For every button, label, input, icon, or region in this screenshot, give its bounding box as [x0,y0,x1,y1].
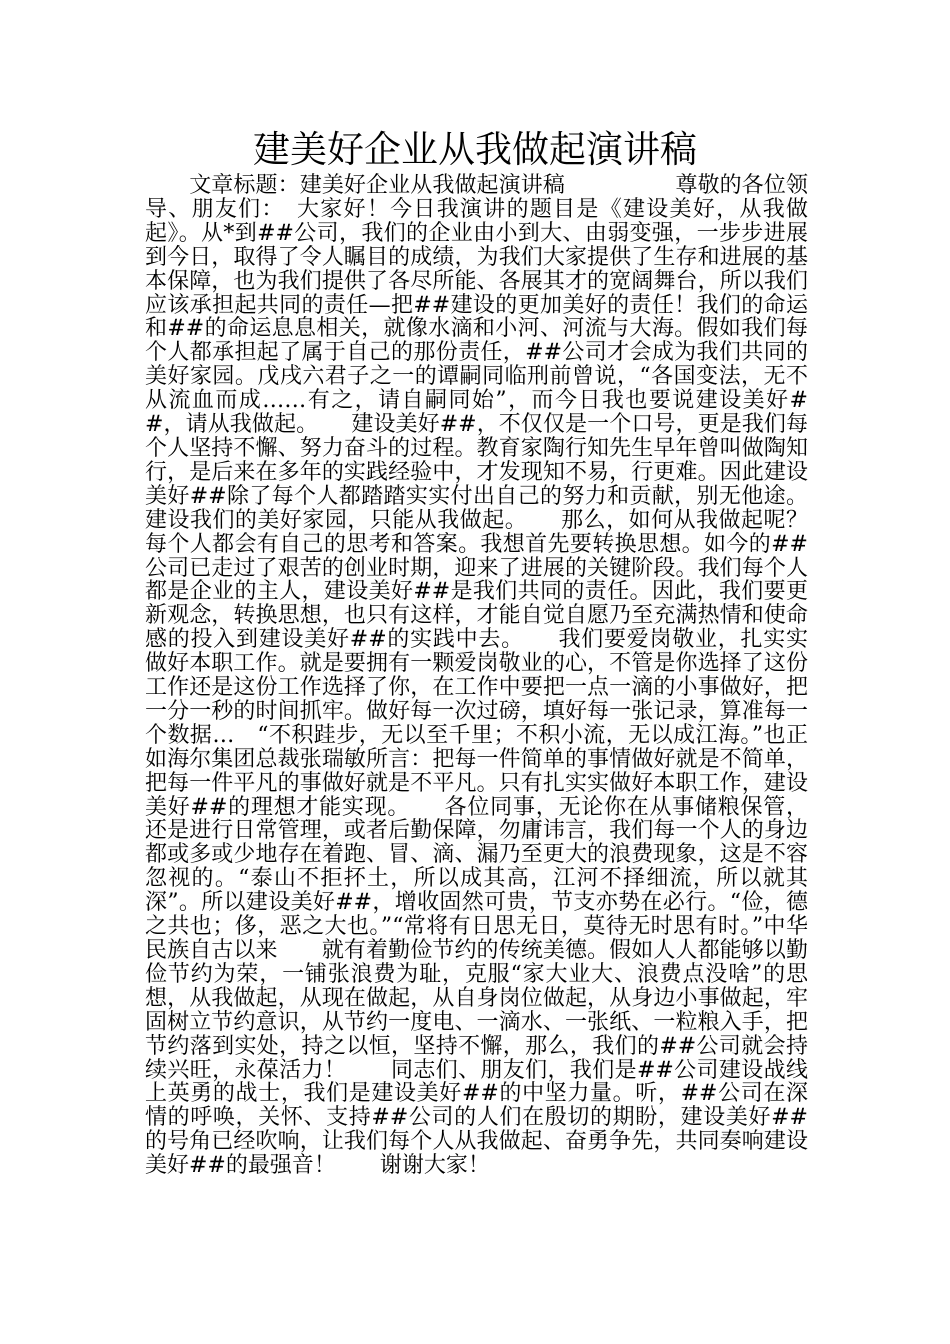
document-title: 建美好企业从我做起演讲稿 [253,128,697,171]
document-body: 文章标题：建美好企业从我做起演讲稿 尊敬的各位领导、朋友们： 大家好！今日我演讲的题目是《建设美好，从我做起》。从*到##公司，我们的企业由小到大、由弱变强，一步步进展到今日，取得了令人瞩目的成绩，为我们大家提供了生存和进展的基本保障，也为我们提供了各尽所能、各展其才的宽阔舞台，所以我们应该承担起共同的责任—把##建设的更加美好的责任！我们的命运和##的命运息息相关，就像水滴和小河、河流与大海。假如我们每个人都承担起了属于自己的那份责任，##公司才会成为我们共同的美好家园。戊戌六君子之一的谭嗣同临刑前曾说，“各国变法，无不从流血而成……有之，请自嗣同始”，而今日我也要说建设美好##，请从我做起。 建设美好##，不仅仅是一个口号，更是我们每个人坚持不懈、努力奋斗的过程。教育家陶行知先生早年曾叫做陶知行，是后来在多年的实践经验中，才发现知不易，行更难。因此建设美好##除了每个人都踏踏实实付出自己的努力和贡献，别无他途。建设我们的美好家园，只能从我做起。 那么，如何从我做起呢？每个人都会有自己的思考和答案。我想首先要转换思想。如今的##公司已走过了艰苦的创业时期，迎来了进展的关键阶段。我们每个人都是企业的主人，建设美好##是我们共同的责任。因此，我们要更新观念，转换思想，也只有这样，才能自觉自愿乃至充满热情和使命感的投入到建设美好##的实践中去。 我们要爱岗敬业，扎实实做好本职工作。就是要拥有一颗爱岗敬业的心，不管是你选择了这份工作还是这份工作选择了你，在工作中要把一点一滴的小事做好，把一分一秒的时间抓牢。做好每一次过磅，填好每一张记录，算准每一个数据… “不积跬步，无以至千里；不积小流，无以成江海。”也正如海尔集团总裁张瑞敏所言：把每一件简单的事情做好就是不简单，把每一件平凡的事做好就是不平凡。只有扎实实做好本职工作，建设美好##的理想才能实现。 各位同事，无论你在从事储粮保管，还是进行日常管理，或者后勤保障，勿庸讳言，我们每一个人的身边都或多或少地存在着跑、冒、滴、漏乃至更大的浪费现象，这是不容忽视的。“泰山不拒抔土，所以成其高，江河不择细流，所以就其深”。所以建设美好##，增收固然可贵，节支亦势在必行。“俭，德之共也；侈，恶之大也。”“常将有日思无日，莫待无时思有时。”中华民族自古以来 就有着勤俭节约的传统美德。假如人人都能够以勤俭节约为荣，一铺张浪费为耻，克服“家大业大、浪费点没啥”的思想，从我做起，从现在做起，从自身岗位做起，从身边小事做起，牢固树立节约意识，从节约一度电、一滴水、一张纸、一粒粮入手，把节约落到实处，持之以恒，坚持不懈，那么，我们的##公司就会持续兴旺，永葆活力！ 同志们、朋友们，我们是##公司建设战线上英勇的战士，我们是建设美好##的中坚力量。听，##公司在深情的呼唤，关怀、支持##公司的人们在殷切的期盼，建设美好##的号角已经吹响，让我们每个人从我做起、奋勇争先，共同奏响建设美好##的最强音！ 谢谢大家！ [145,173,808,1179]
